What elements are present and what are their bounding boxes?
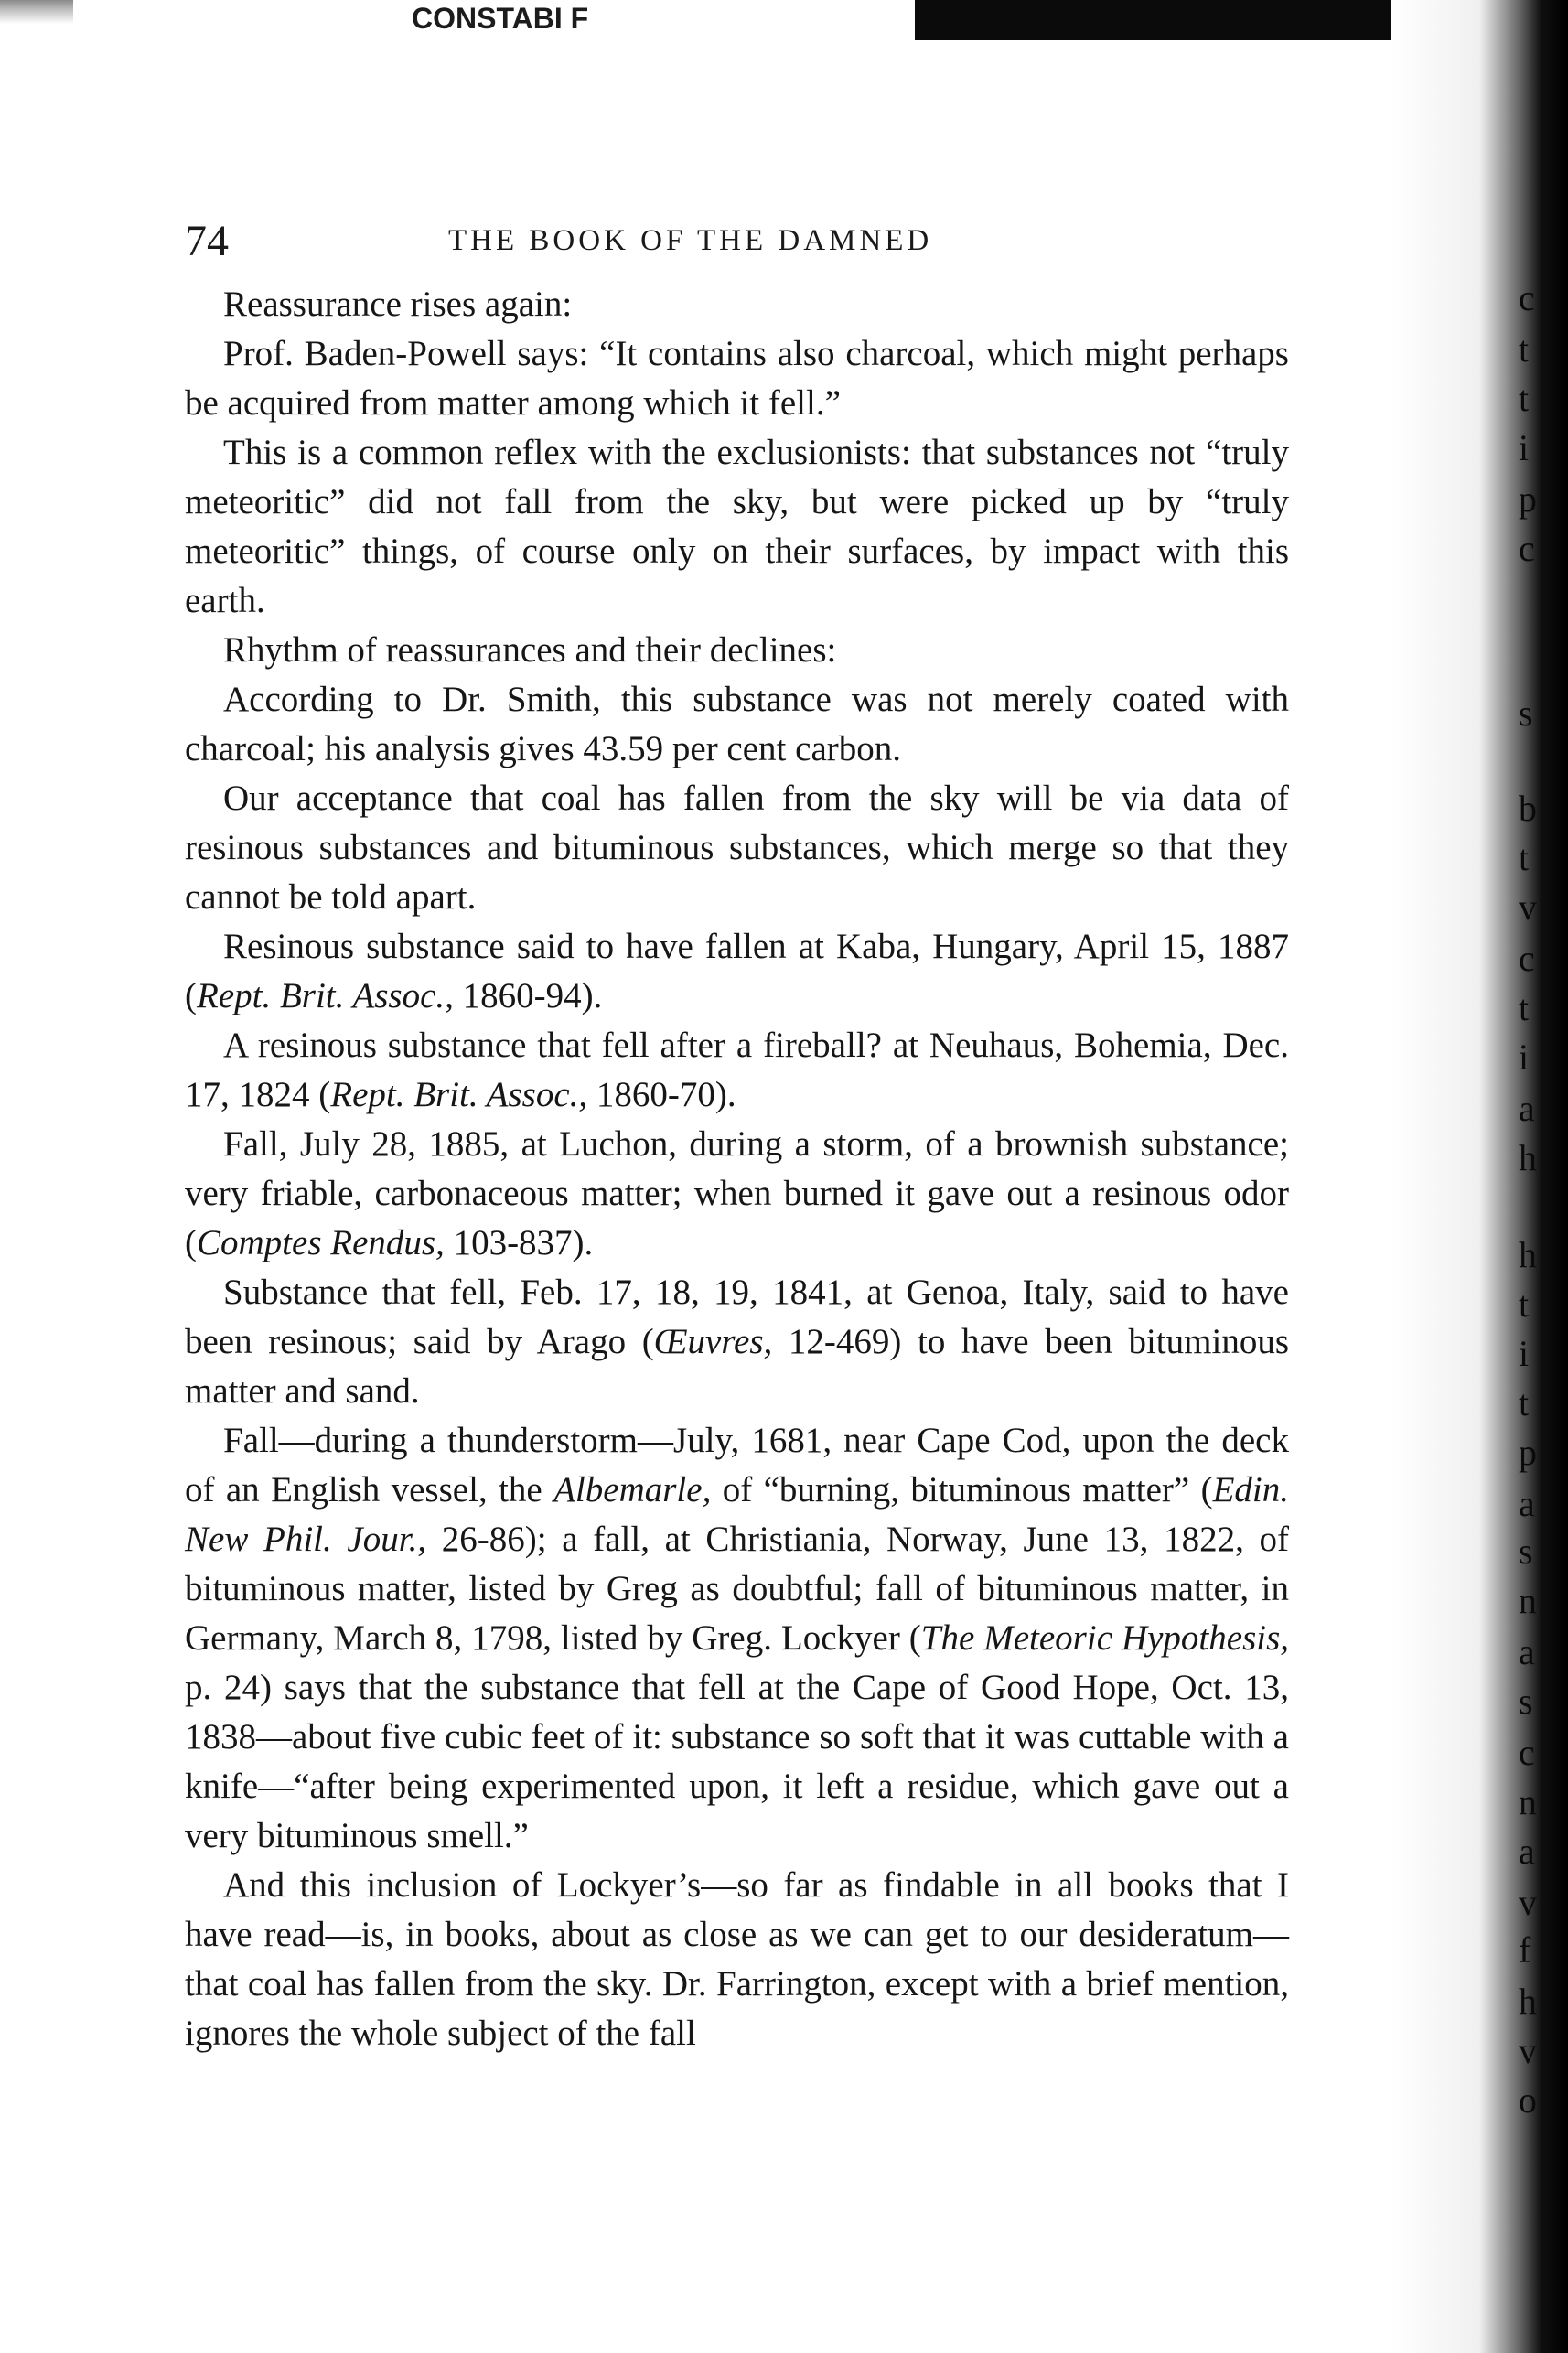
paragraph-text: 1860-70). — [587, 1075, 736, 1114]
citation-title: Rept. Brit. Assoc., — [197, 976, 454, 1015]
edge-letter: p — [1519, 1432, 1537, 1473]
paragraph — [185, 1268, 1289, 1416]
edge-letter: a — [1519, 1631, 1535, 1672]
paragraph: According to Dr. Smith, this substance was not merely coated with charcoal; his analysis gives 43.59 per cent carbon. — [185, 680, 1289, 768]
edge-letter: c — [1519, 1732, 1535, 1773]
citation-title: The Meteoric Hypothesis, — [920, 1618, 1290, 1658]
paragraph-text: 1860-94). — [453, 976, 603, 1015]
edge-letter: h — [1519, 1234, 1537, 1275]
paragraph-text: Fall—during a thunderstorm—July, 1681, near Cape Cod, upon the deck of an English vessel, the — [185, 1421, 1289, 1510]
paragraph-text: Fall, July 28, 1885, at Luchon, during a storm, of a brownish substance; very friable, carbonaceous matter; when burned it gave out a resinous odor ( — [185, 1124, 1289, 1262]
paragraph — [185, 1120, 1289, 1268]
edge-letter: v — [1519, 2030, 1537, 2071]
edge-letter: i — [1519, 427, 1530, 468]
edge-letter: v — [1519, 886, 1537, 928]
paragraph: And this inclusion of Lockyer’s—so far as findable in all books that I have read—is, in books, about as close as we can get to our desideratum—that coal has fallen from the sky. Dr. Farrington, except with a brief mention, ignores the whole subject of the fall — [185, 1865, 1289, 2053]
scan-corner-mark — [0, 0, 73, 24]
paragraph-text: Substance that fell, Feb. 17, 18, 19, 1841, at Genoa, Italy, said to have been resinous; said by Arago ( — [185, 1273, 1289, 1361]
edge-letter: p — [1519, 478, 1537, 520]
citation-title: Œuvres, — [653, 1322, 773, 1361]
edge-letter: t — [1519, 987, 1530, 1028]
paragraph — [185, 922, 1289, 1021]
library-stamp: CONSTABI F — [412, 2, 589, 35]
running-title: THE BOOK OF THE DAMNED — [448, 224, 933, 257]
edge-letter: s — [1519, 1681, 1533, 1722]
paragraph: Reassurance rises again: — [223, 285, 573, 324]
edge-letter: t — [1519, 328, 1530, 370]
paragraph-text: A resinous substance that fell after a fireball? at Neuhaus, Bohemia, Dec. 17, 1824 ( — [185, 1026, 1289, 1114]
citation-title: Comptes Rendus, — [197, 1223, 445, 1262]
edge-letter: b — [1519, 788, 1537, 829]
edge-letter: n — [1519, 1781, 1537, 1822]
edge-letter: t — [1519, 837, 1530, 878]
edge-letter: o — [1519, 2079, 1537, 2121]
paragraph-text: 12-469) to have been bituminous matter and sand. — [185, 1322, 1289, 1411]
edge-letter: n — [1519, 1580, 1537, 1621]
edge-letter: i — [1519, 1037, 1530, 1078]
edge-letter: v — [1519, 1882, 1537, 1923]
edge-letter: c — [1519, 938, 1535, 979]
paragraph — [185, 1416, 1289, 1861]
edge-letter: a — [1519, 1088, 1535, 1129]
edge-letter: c — [1519, 528, 1535, 569]
paragraph-text: Resinous substance said to have fallen at Kaba, Hungary, April 15, 1887 ( — [185, 927, 1289, 1015]
citation-title: Edin. New Phil. Jour., — [185, 1470, 1289, 1559]
edge-letter: s — [1519, 693, 1533, 734]
paragraph — [185, 1021, 1289, 1120]
body-text — [185, 280, 1289, 2058]
paragraph: This is a common reflex with the exclusionists: that substances not “truly meteoritic” did not fall from the sky, but were picked up by “truly meteoritic” things, of course only on their surfaces, by impact with this earth. — [185, 433, 1289, 620]
paragraph-text: of “burning, bituminous matter” ( — [711, 1470, 1213, 1510]
paragraph: Rhythm of reassurances and their declines: — [223, 630, 837, 670]
edge-letter: s — [1519, 1531, 1533, 1572]
edge-letter: a — [1519, 1483, 1535, 1524]
edge-letter: a — [1519, 1831, 1535, 1872]
edge-letter: t — [1519, 1284, 1530, 1325]
paragraph: Our acceptance that coal has fallen from the sky will be via data of resinous substances and bituminous substances, which merge so that they cannot be told apart. — [185, 779, 1289, 917]
edge-letter: i — [1519, 1333, 1530, 1374]
facing-page-edge — [1519, 0, 1555, 2353]
edge-letter: c — [1519, 277, 1535, 318]
page-number: 74 — [185, 217, 229, 265]
edge-letter: f — [1519, 1929, 1531, 1971]
ship-name: Albemarle, — [553, 1470, 712, 1510]
paragraph: Prof. Baden-Powell says: “It contains also charcoal, which might perhaps be acquired from matter among which it fell.” — [185, 334, 1289, 423]
edge-letter: h — [1519, 1137, 1537, 1178]
paragraph-text: p. 24) says that the substance that fell at the Cape of Good Hope, Oct. 13, 1838—about five cubic feet of it: substance so soft that it was cuttable with a knife—“after being experimented upon, it left a residue, which gave out a very bituminous smell.” — [185, 1668, 1289, 1855]
edge-letter: h — [1519, 1981, 1537, 2022]
citation-title: Rept. Brit. Assoc., — [330, 1075, 588, 1114]
paragraph-text: 26-86); a fall, at Christiania, Norway, June 13, 1822, of bituminous matter, listed by Greg as doubtful; fall of bituminous matter, in Germany, March 8, 1798, listed by Greg. Lockyer ( — [185, 1520, 1289, 1658]
edge-letter: t — [1519, 1382, 1530, 1424]
edge-letter: t — [1519, 378, 1530, 419]
paragraph-text: 103-837). — [444, 1223, 594, 1262]
